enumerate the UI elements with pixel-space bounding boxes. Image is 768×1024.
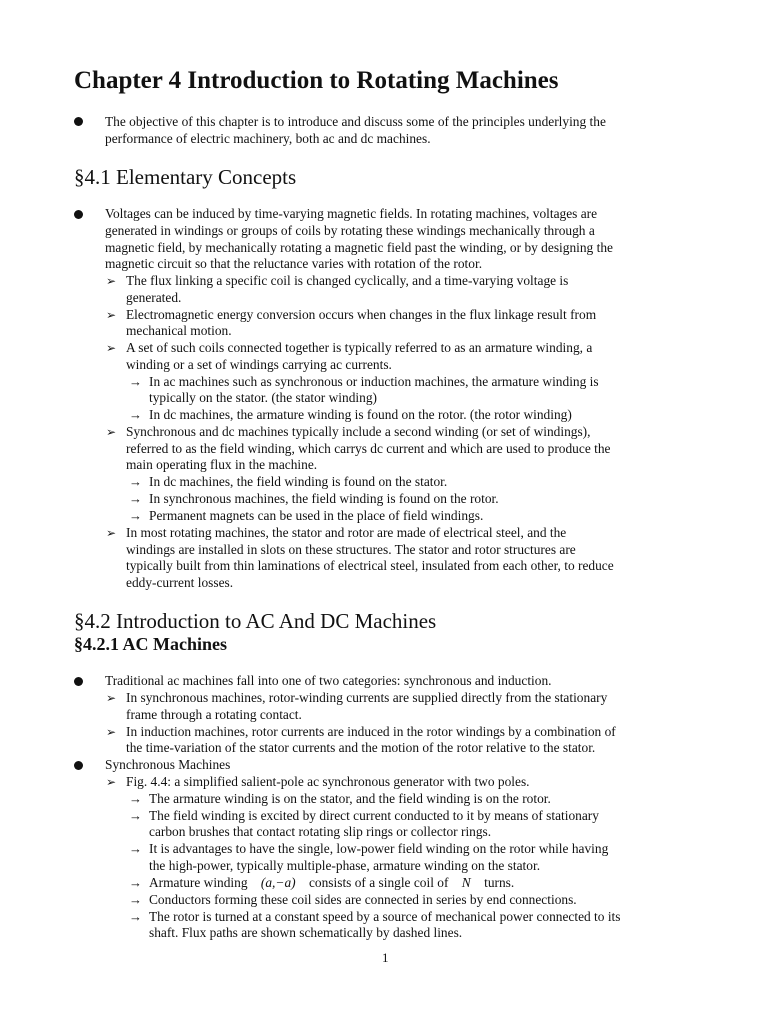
arrow-right-icon: → [129, 808, 142, 823]
page-number: 1 [382, 950, 389, 965]
list-item: Fig. 4.4: a simplified salient-pole ac synchronous generator with two poles. [126, 774, 530, 789]
bullet-icon [74, 677, 83, 686]
sub-list-item [149, 875, 514, 892]
paragraph-line: magnetic circuit so that the reluctance varies with rotation of the rotor. [105, 256, 483, 271]
arrow-right-icon: → [129, 875, 142, 890]
arrow-right-icon: → [129, 791, 142, 806]
paragraph-line: Voltages can be induced by time-varying magnetic fields. In rotating machines, voltages are [105, 206, 598, 221]
list-item: In synchronous machines, rotor-winding currents are supplied directly from the stationary [126, 690, 608, 705]
list-item: Electromagnetic energy conversion occurs when changes in the flux linkage result from [126, 307, 597, 322]
arrowhead-right-icon: ➢ [106, 725, 117, 739]
paragraph-line: Traditional ac machines fall into one of two categories: synchronous and induction. [105, 673, 552, 688]
text-run: consists of a single coil of [308, 875, 449, 890]
paragraph-line: performance of electric machinery, both ac and dc machines. [105, 131, 431, 146]
sub-list-item: In synchronous machines, the field winding is found on the rotor. [149, 491, 499, 506]
list-item: referred to as the field winding, which carrys dc current and which are used to produce the [126, 441, 611, 456]
list-item: winding or a set of windings carrying ac currents. [126, 357, 392, 372]
section-heading-4-2: §4.2 Introduction to AC And DC Machines [74, 609, 437, 633]
list-item: generated. [126, 290, 182, 305]
bullet-icon [74, 210, 83, 219]
list-item: eddy-current losses. [126, 575, 234, 590]
list-item: main operating flux in the machine. [126, 457, 318, 472]
arrowhead-right-icon: ➢ [106, 526, 117, 540]
sub-list-item: typically on the stator. (the stator winding) [149, 390, 377, 405]
text-run: Armature winding [149, 875, 248, 890]
math-expression: (a,−a) [260, 875, 296, 890]
sub-list-item: In ac machines such as synchronous or induction machines, the armature winding is [149, 374, 599, 389]
list-item: The flux linking a specific coil is changed cyclically, and a time-varying voltage is [126, 273, 569, 288]
arrow-right-icon: → [129, 374, 142, 389]
arrow-right-icon: → [129, 474, 142, 489]
arrow-right-icon: → [129, 491, 142, 506]
arrowhead-right-icon: ➢ [106, 308, 117, 322]
sub-list-item: Conductors forming these coil sides are connected in series by end connections. [149, 892, 577, 907]
list-item: mechanical motion. [126, 323, 232, 338]
list-item: the time-variation of the stator currents and the motion of the rotor relative to the stator. [126, 740, 596, 755]
list-item: In induction machines, rotor currents are induced in the rotor windings by a combination of [126, 724, 616, 739]
sub-list-item: It is advantages to have the single, low-power field winding on the rotor while having [149, 841, 609, 856]
sub-list-item: In dc machines, the armature winding is found on the rotor. (the rotor winding) [149, 407, 572, 422]
arrowhead-right-icon: ➢ [106, 425, 117, 439]
sub-list-item: Permanent magnets can be used in the place of field windings. [149, 508, 484, 523]
list-item: A set of such coils connected together is typically referred to as an armature winding, a [126, 340, 593, 355]
sub-list-item: In dc machines, the field winding is found on the stator. [149, 474, 448, 489]
list-item: windings are installed in slots on these structures. The stator and rotor structures are [126, 542, 576, 557]
chapter-title: Chapter 4 Introduction to Rotating Machines [74, 67, 559, 94]
paragraph-line: The objective of this chapter is to introduce and discuss some of the principles underlying the [105, 114, 606, 129]
list-item: In most rotating machines, the stator and rotor are made of electrical steel, and the [126, 525, 567, 540]
sub-list-item: carbon brushes that contact rotating slip rings or collector rings. [149, 824, 492, 839]
math-expression: N [461, 875, 471, 890]
sub-list-item: the high-power, typically multiple-phase, armature winding on the stator. [149, 858, 541, 873]
section-heading-4-1: §4.1 Elementary Concepts [74, 165, 297, 189]
bullet-icon [74, 761, 83, 770]
sub-list-item: shaft. Flux paths are shown schematically by dashed lines. [149, 925, 463, 940]
list-item: frame through a rotating contact. [126, 707, 302, 722]
paragraph-line: Synchronous Machines [105, 757, 231, 772]
text-run: turns. [484, 875, 515, 890]
arrowhead-right-icon: ➢ [106, 691, 117, 705]
subsection-heading-4-2-1: §4.2.1 AC Machines [74, 634, 227, 654]
arrow-right-icon: → [129, 892, 142, 907]
arrow-right-icon: → [129, 407, 142, 422]
arrow-right-icon: → [129, 508, 142, 523]
sub-list-item: The rotor is turned at a constant speed by a source of mechanical power connected to its [149, 909, 621, 924]
sub-list-item: The armature winding is on the stator, and the field winding is on the rotor. [149, 791, 551, 806]
arrow-right-icon: → [129, 909, 142, 924]
list-item: Synchronous and dc machines typically include a second winding (or set of windings), [126, 424, 591, 439]
sub-list-item: The field winding is excited by direct current conducted to it by means of stationary [149, 808, 599, 823]
arrowhead-right-icon: ➢ [106, 274, 117, 288]
arrowhead-right-icon: ➢ [106, 341, 117, 355]
arrowhead-right-icon: ➢ [106, 775, 117, 789]
list-item: typically built from thin laminations of electrical steel, insulated from each other, to reduce [126, 558, 614, 573]
bullet-icon [74, 117, 83, 126]
paragraph-line: magnetic field, by mechanically rotating a magnetic field past the winding, or by designing the [105, 240, 613, 255]
paragraph-line: generated in windings or groups of coils by rotating these windings mechanically through a [105, 223, 595, 238]
arrow-right-icon: → [129, 841, 142, 856]
